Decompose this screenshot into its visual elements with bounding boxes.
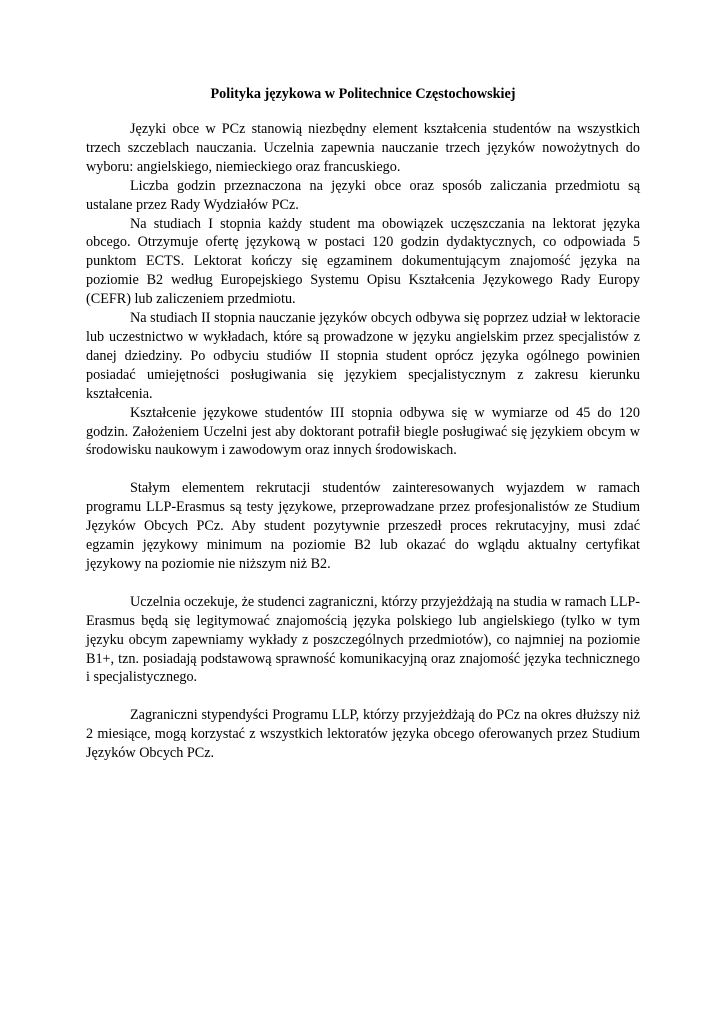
- paragraph-languages-intro: Języki obce w PCz stanowią niezbędny element kształcenia studentów na wszystkich trzech szczeblach nauczania. Uczelnia zapewnia nauczanie trzech języków nowożytnych do wyboru: angielskiego, niemieckiego oraz francuskiego.: [86, 121, 640, 175]
- paragraph-foreign-students: Uczelnia oczekuje, że studenci zagraniczni, którzy przyjeżdżają na studia w ramach LLP-Erasmus będą się legitymować znajomością języka polskiego lub angielskiego (tylko w tym języku obcym zapewniamy wykłady z poszczególnych przedmiotów), co najmniej na poziomie B1+, tzn. posiadają podstawową sprawność komunikacyjną oraz znajomość języka technicznego i specjalistycznego.: [86, 593, 640, 686]
- paragraph-first-degree: Na studiach I stopnia każdy student ma obowiązek uczęszczania na lektorat języka obcego. Otrzymuje ofertę językową w postaci 120 godzin dydaktycznych, co odpowiada 5 punktom ECTS. Lektorat kończy się egzaminem dokumentującym znajomość języka na poziomie B2 według Europejskiego Systemu Opisu Kształcenia Językowego Rady Europy (CEFR) lub zaliczeniem przedmiotu.: [86, 215, 640, 308]
- paragraph-hours: Liczba godzin przeznaczona na języki obce oraz sposób zaliczania przedmiotu są ustalane przez Rady Wydziałów PCz.: [86, 177, 640, 213]
- paragraph-llp-scholars: Zagraniczni stypendyści Programu LLP, którzy przyjeżdżają do PCz na okres dłuższy niż 2 miesiące, mogą korzystać z wszystkich lektoratów języka obcego oferowanych przez Studium Języków Obcych PCz.: [86, 707, 640, 762]
- paragraph-erasmus-recruitment: Stałym elementem rekrutacji studentów zainteresowanych wyjazdem w ramach programu LLP-Erasmus są testy językowe, przeprowadzane przez profesjonalistów ze Studium Języków Obcych PCz. Aby student pozytywnie przeszedł proces rekrutacyjny, musi zdać egzamin językowy minimum na poziomie B2 lub okazać do wglądu aktualny certyfikat językowy na poziomie nie niższym niż B2.: [86, 480, 640, 572]
- paragraph-second-degree: Na studiach II stopnia nauczanie języków obcych odbywa się poprzez udział w lektoracie lub uczestnictwo w wykładach, które są prowadzone w języku angielskim przez specjalistów z danej dziedziny. Po odbyciu studiów II stopnia student oprócz języka ogólnego powinien posiadać umiejętności posługiwania się językiem specjalistycznym z zakresu kierunku kształcenia.: [86, 310, 640, 402]
- paragraph-third-degree: Kształcenie językowe studentów III stopnia odbywa się w wymiarze od 45 do 120 godzin. Założeniem Uczelni jest aby doktorant potrafił biegle posługiwać się językiem obcym w środowisku naukowym i zawodowym oraz innych środowiskach.: [86, 404, 640, 459]
- document-page: [86, 84, 640, 763]
- document-title: Polityka językowa w Politechnice Częstochowskiej: [210, 86, 516, 102]
